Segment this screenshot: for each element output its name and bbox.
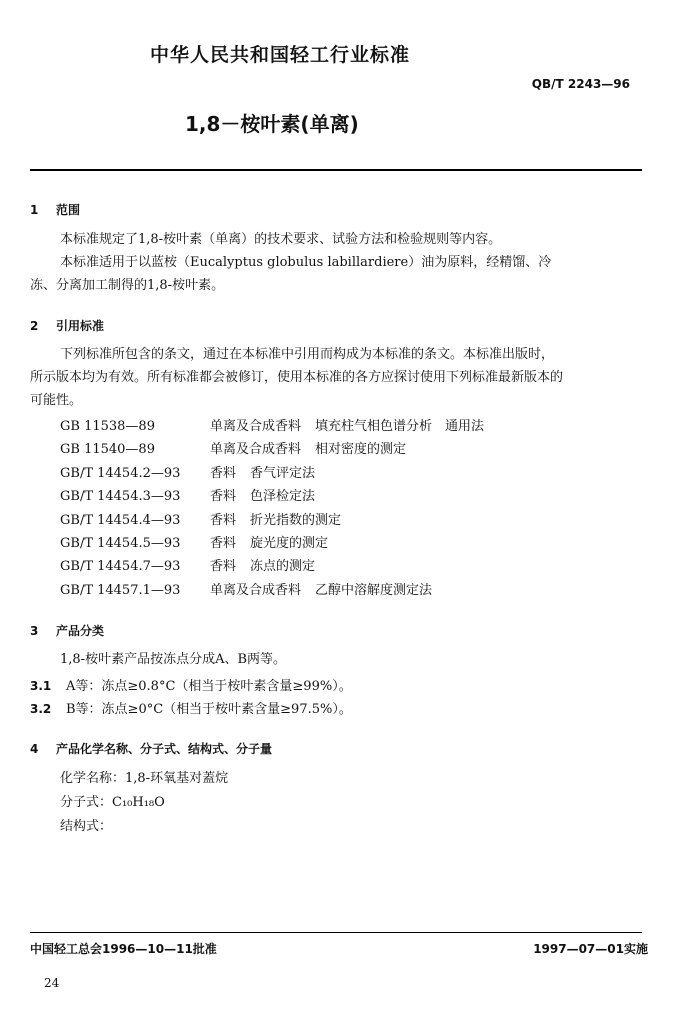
reference-category: 香料 (210, 513, 237, 528)
reference-item (60, 438, 406, 457)
reference-category: 香料 (210, 536, 237, 551)
reference-code: GB/T 14454.2—93 (60, 466, 181, 481)
reference-name: 色泽检定法 (250, 489, 316, 504)
section-title: 范围 (56, 203, 81, 217)
scope-paragraph-line: 本标准规定了1,8-桉叶素（单离）的技术要求、试验方法和检验规则等内容。 (60, 232, 502, 247)
reference-code: GB/T 14454.7—93 (60, 559, 181, 574)
reference-name: 乙醇中溶解度测定法 (315, 583, 433, 598)
reference-item (60, 555, 315, 574)
section-title: 引用标准 (56, 319, 105, 333)
refs-intro-line: 所示版本均为有效。所有标准都会被修订，使用本标准的各方应探讨使用下列标准最新版本的 (30, 370, 564, 385)
reference-name: 香气评定法 (250, 466, 316, 481)
scope-paragraph-line: 冻、分离加工制得的1,8-桉叶素。 (30, 278, 225, 293)
reference-item (60, 415, 484, 434)
reference-category: 单离及合成香料 (210, 419, 302, 434)
reference-category: 香料 (210, 559, 237, 574)
classification-intro: 1,8-桉叶素产品按冻点分成A、B两等。 (60, 652, 287, 667)
section-3-heading (30, 622, 104, 639)
reference-item (60, 532, 328, 551)
reference-name: 填充柱气相色谱分析 通用法 (315, 419, 485, 434)
section-4-heading (30, 740, 272, 757)
reference-category: 单离及合成香料 (210, 442, 302, 457)
reference-code: GB 11538—89 (60, 419, 155, 434)
item-number: 3.1 (30, 679, 52, 693)
reference-name: 折光指数的测定 (250, 513, 342, 528)
reference-item (60, 485, 315, 504)
reference-category: 单离及合成香料 (210, 583, 302, 598)
reference-category: 香料 (210, 489, 237, 504)
item-number: 3.2 (30, 702, 52, 716)
reference-item (60, 509, 341, 528)
reference-item (60, 462, 315, 481)
reference-name: 冻点的测定 (250, 559, 316, 574)
reference-code: GB/T 14454.5—93 (60, 536, 181, 551)
reference-name: 相对密度的测定 (315, 442, 407, 457)
issuing-authority: 中华人民共和国轻工行业标准 (150, 44, 411, 66)
reference-item (60, 579, 432, 598)
section-1-heading (30, 201, 80, 218)
reference-name: 旋光度的测定 (250, 536, 329, 551)
classification-item (30, 698, 352, 717)
classification-item (30, 675, 352, 694)
section-number: 1 (30, 203, 39, 217)
chemical-name: 化学名称：1,8-环氧基对蓋烷 (60, 771, 229, 786)
reference-category: 香料 (210, 466, 237, 481)
reference-code: GB 11540—89 (60, 442, 155, 457)
item-text: A等：冻点≥0.8°C（相当于桉叶素含量≥99%）。 (66, 679, 352, 694)
document-title: 1,8－桉叶素(单离) (185, 112, 359, 136)
scope-paragraph-line: 本标准适用于以蓝桉（Eucalyptus globulus labillardiere）油为原料，经精馏、冷 (60, 255, 552, 270)
standard-code: QB/T 2243—96 (531, 77, 630, 91)
section-number: 4 (30, 742, 39, 756)
section-2-heading (30, 317, 104, 334)
approval-date: 中国轻工总会1996—10—11批准 (30, 942, 217, 956)
implementation-date: 1997—07—01实施 (533, 942, 648, 956)
section-number: 2 (30, 319, 39, 333)
refs-intro-line: 可能性。 (30, 393, 83, 408)
reference-code: GB/T 14457.1—93 (60, 583, 181, 598)
section-title: 产品分类 (56, 624, 105, 638)
reference-code: GB/T 14454.4—93 (60, 513, 181, 528)
page-number: 24 (44, 976, 60, 990)
section-number: 3 (30, 624, 39, 638)
refs-intro-line: 下列标准所包含的条文，通过在本标准中引用而构成为本标准的条文。本标准出版时， (60, 347, 555, 362)
header-divider (30, 169, 642, 171)
footer-divider (30, 932, 642, 933)
molecular-formula: 分子式：C₁₀H₁₈O (60, 795, 165, 810)
structural-formula-label: 结构式： (60, 819, 113, 834)
reference-code: GB/T 14454.3—93 (60, 489, 181, 504)
section-title: 产品化学名称、分子式、结构式、分子量 (56, 742, 273, 756)
item-text: B等：冻点≥0°C（相当于桉叶素含量≥97.5%）。 (66, 702, 352, 717)
